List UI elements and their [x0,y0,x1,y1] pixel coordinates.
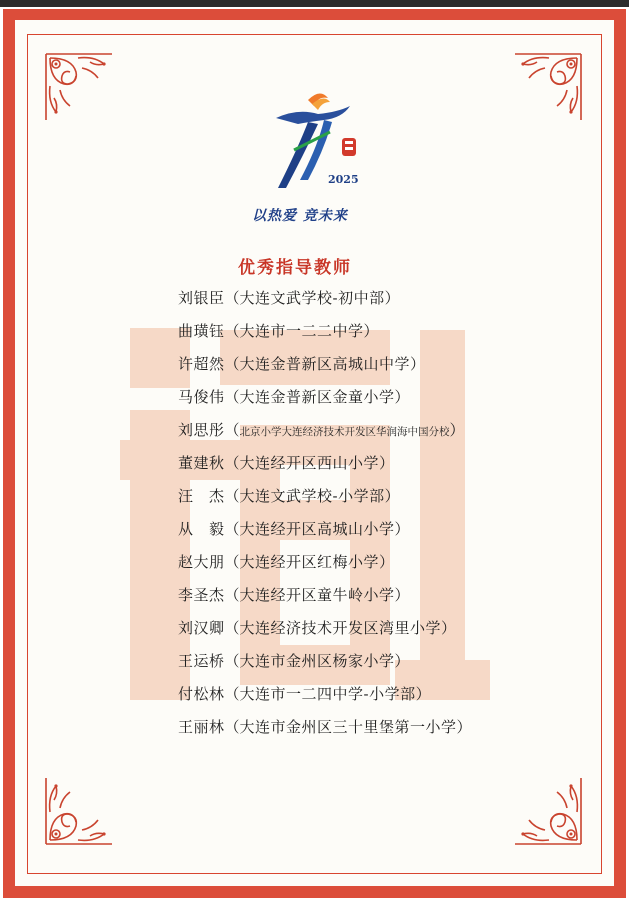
list-item [178,517,472,550]
top-dark-strip [0,0,629,7]
teacher-name: 刘汉卿 [178,619,225,637]
school-name: 大连市金州区杨家小学 [239,652,395,670]
paren-open: （ [224,322,240,340]
teacher-name: 王运桥 [178,652,225,670]
paren-open: （ [224,388,240,406]
list-item [178,352,472,385]
corner-ornament-icon [42,50,114,122]
list-item [178,715,472,748]
paren-close: ） [441,619,457,637]
paren-close: ） [394,586,410,604]
teacher-list [178,286,472,748]
corner-ornament-icon [42,776,114,848]
teacher-name: 曲璜钰 [178,322,225,340]
paren-open: （ [224,586,240,604]
paren-open: （ [224,619,240,637]
paren-close: ） [449,421,465,439]
teacher-name: 马俊伟 [178,388,225,406]
logo-slogan: 以热爱 竞未来 [252,208,348,224]
list-item [178,319,472,352]
paren-close: ） [384,289,400,307]
teacher-name: 王丽林 [178,718,225,736]
list-item [178,616,472,649]
list-item [178,286,472,319]
list-item [178,451,472,484]
paren-open: （ [224,553,240,571]
paren-open: （ [224,487,240,505]
list-item [178,385,472,418]
paren-close: ） [363,322,379,340]
list-item [178,682,472,715]
teacher-name: 许超然 [178,355,225,373]
paren-open: （ [224,685,240,703]
school-name: 大连市一二二中学 [239,322,364,340]
paren-open: （ [224,454,240,472]
school-name: 大连金普新区金童小学 [239,388,395,406]
school-name: 大连经开区西山小学 [239,454,380,472]
paren-open: （ [224,355,240,373]
school-name: 大连经开区童牛岭小学 [239,586,395,604]
list-item [178,550,472,583]
paren-close: ） [394,652,410,670]
paren-close: ） [384,487,400,505]
teacher-name: 赵大朋 [178,553,225,571]
school-name: 大连经开区红梅小学 [239,553,380,571]
list-item [178,418,472,451]
paren-close: ） [394,520,410,538]
teacher-name: 刘银臣 [178,289,225,307]
teacher-name: 汪 杰 [178,487,225,505]
teacher-name: 付松林 [178,685,225,703]
list-item [178,649,472,682]
paren-close: ） [410,355,426,373]
school-name: 北京小学大连经济技术开发区华润海中国分校 [239,426,450,438]
paren-open: （ [224,289,240,307]
logo-year: 2025 [328,173,359,186]
teacher-name: 李圣杰 [178,586,225,604]
school-name: 大连文武学校-小学部 [239,487,385,505]
school-name: 大连金普新区高城山中学 [239,355,411,373]
paren-close: ） [394,388,410,406]
teacher-name: 董建秋 [178,454,225,472]
teacher-name: 从 毅 [178,520,225,538]
school-name: 大连市一二四中学-小学部 [239,685,416,703]
school-name: 大连市金州区三十里堡第一小学 [239,718,457,736]
paren-open: （ [224,520,240,538]
paren-open: （ [224,718,240,736]
paren-open: （ [224,652,240,670]
corner-ornament-icon [513,776,585,848]
school-name: 大连经开区高城山小学 [239,520,395,538]
corner-ornament-icon [513,50,585,122]
paren-close: ） [379,454,395,472]
paren-close: ） [379,553,395,571]
school-name: 大连经济技术开发区湾里小学 [239,619,442,637]
teacher-name: 刘思彤 [178,421,225,439]
section-title: 优秀指导教师 [238,258,352,278]
paren-open: （ [224,421,240,439]
list-item [178,583,472,616]
list-item [178,484,472,517]
school-name: 大连文武学校-初中部 [239,289,385,307]
paren-close: ） [415,685,431,703]
paren-close: ） [456,718,472,736]
